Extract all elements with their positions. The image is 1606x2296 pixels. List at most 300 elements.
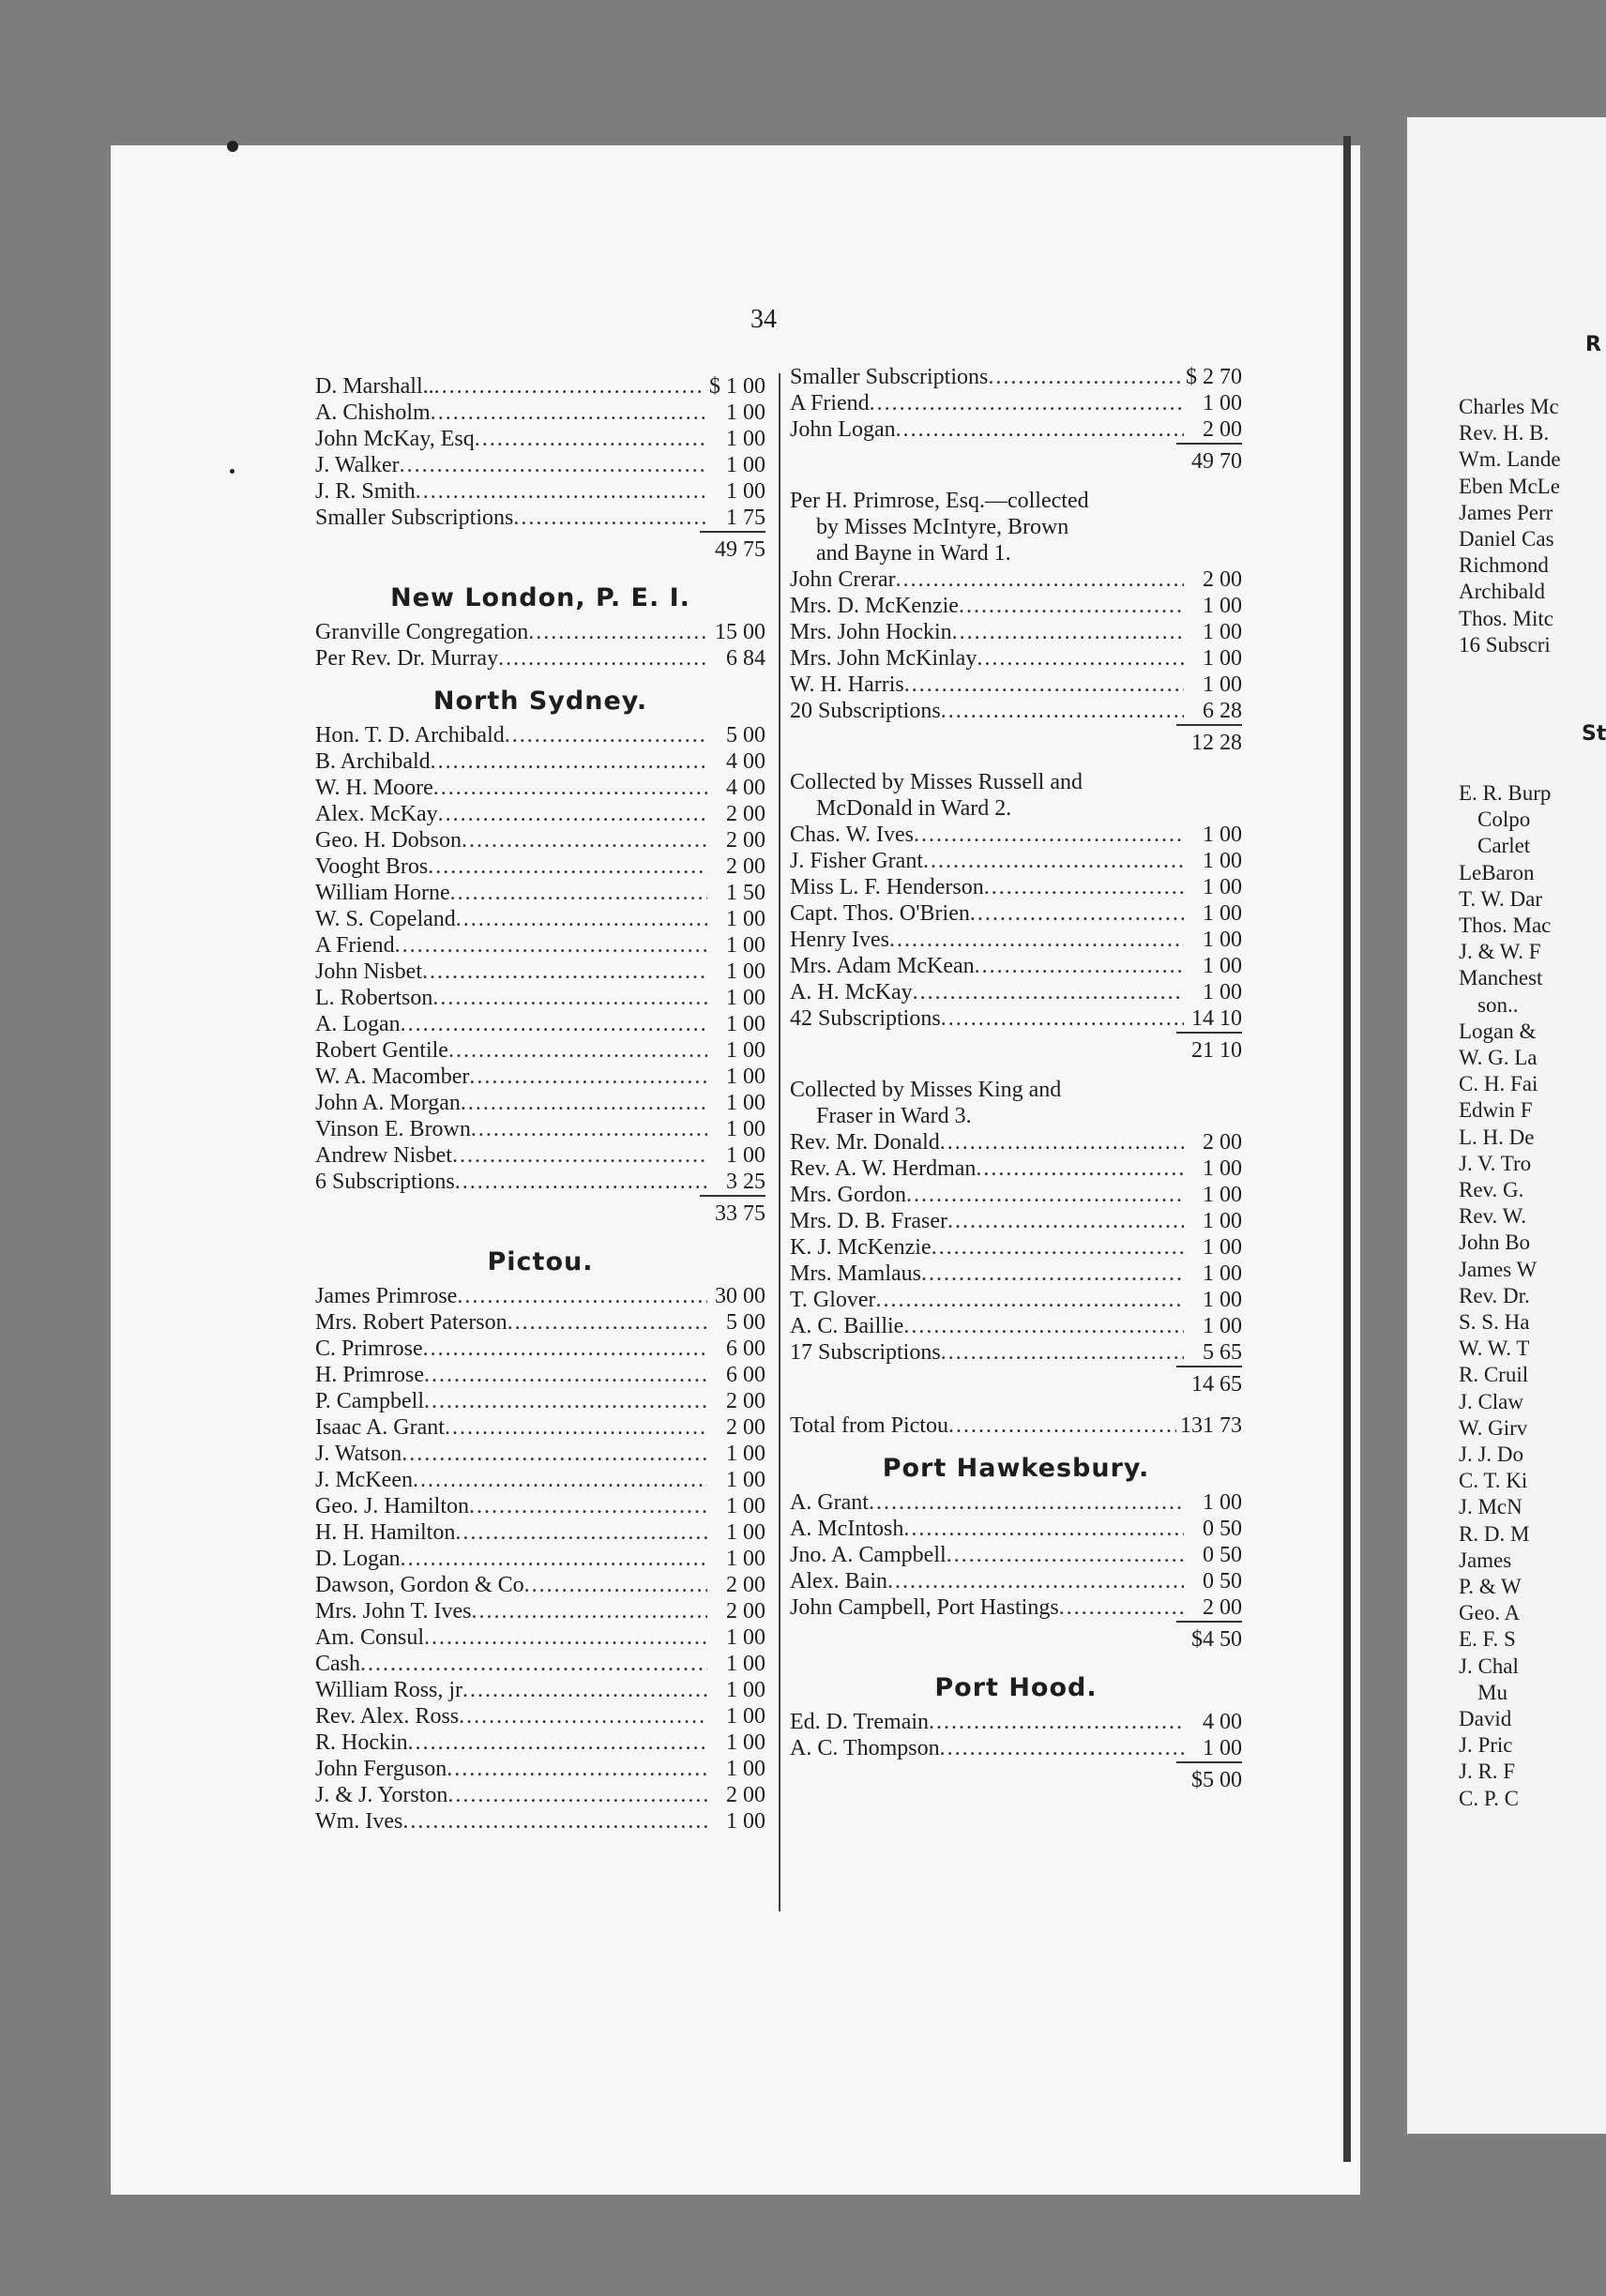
entry-name: J. Walker (315, 453, 400, 477)
entry-name: Mrs. Mamlaus (790, 1261, 921, 1286)
entry-amount: 2 00 (726, 828, 765, 853)
entry-row (790, 698, 1242, 724)
leader-dots (401, 1011, 707, 1037)
entry-row (315, 853, 765, 880)
entry-name: A. H. McKay (790, 980, 913, 1004)
right-page-entry: C. H. Fai (1459, 1072, 1538, 1096)
pictou-entries (315, 1283, 765, 1835)
right-page-entry: Thos. Mitc (1459, 606, 1553, 630)
entry-row (790, 1709, 1242, 1735)
entry-name: John A. Morgan (315, 1091, 461, 1115)
entry-amount: 1 00 (726, 1012, 765, 1036)
leader-dots (452, 1142, 707, 1169)
entry-name: C. Primrose (315, 1337, 423, 1361)
port-hawkesbury-entries (790, 1489, 1242, 1621)
entry-row (315, 1546, 765, 1572)
entry-row (790, 593, 1242, 619)
entry-amount: 3 25 (726, 1170, 765, 1194)
entry-amount: 1 00 (726, 907, 765, 931)
leader-dots (448, 1037, 707, 1064)
entry-amount: 1 00 (1203, 1490, 1242, 1515)
leader-dots (528, 619, 707, 645)
right-page-entry: James Perr (1459, 500, 1553, 524)
entry-row (790, 1313, 1242, 1339)
leader-dots (416, 478, 707, 505)
leader-dots (447, 1756, 707, 1782)
entry-amount: 1 75 (726, 506, 765, 530)
entry-row (315, 959, 765, 985)
leader-dots (941, 1339, 1184, 1366)
right-page-entry: T. W. Dar (1459, 886, 1543, 911)
right-page-entry: J. J. Do (1459, 1443, 1524, 1466)
entry-name: D. Marshall.. (315, 374, 434, 399)
section-heading-port-hood: Port Hood. (934, 1673, 1098, 1702)
total-from-pictou: Total from Pictou ..... 131 73 (790, 1412, 1242, 1439)
entry-amount: 2 00 (726, 1599, 765, 1624)
leader-dots (400, 452, 707, 478)
entry-row (315, 1037, 765, 1064)
subtotal: 33 75 (315, 1195, 765, 1232)
entry-name: K. J. McKenzie (790, 1235, 932, 1260)
entry-row (315, 619, 765, 645)
entry-amount: 6 28 (1203, 699, 1242, 723)
entry-row (790, 645, 1242, 672)
entry-amount: 4 00 (726, 776, 765, 800)
entry-row (315, 985, 765, 1011)
leader-dots (870, 390, 1184, 416)
entry-name: J. Fisher Grant (790, 849, 923, 873)
entry-row (315, 400, 765, 426)
leader-dots (889, 927, 1184, 953)
right-page-entry: Mu (1477, 1680, 1508, 1704)
leader-dots (438, 801, 707, 827)
entry-row (315, 748, 765, 775)
entry-row (315, 1064, 765, 1090)
entry-row (790, 1234, 1242, 1261)
right-page-entry: Charles Mc (1459, 395, 1559, 418)
entry-amount: 1 00 (1203, 1314, 1242, 1338)
right-page-entry: C. P. C (1459, 1786, 1519, 1810)
right-page-entry: P. & W (1459, 1575, 1522, 1598)
entry-amount: 4 00 (1203, 1710, 1242, 1734)
entry-amount: 1 00 (726, 1730, 765, 1755)
entry-name: L. Robertson (315, 986, 433, 1010)
entry-name: H. H. Hamilton (315, 1520, 456, 1545)
entry-name: John McKay, Esq (315, 427, 475, 451)
entry-row (315, 1677, 765, 1703)
leader-dots (903, 1313, 1184, 1339)
leader-dots (455, 1519, 707, 1546)
leader-dots (457, 1283, 707, 1309)
entry-name: Capt. Thos. O'Brien (790, 901, 970, 926)
entry-name: John Nisbet (315, 959, 422, 984)
right-page-entry: J. & W. F (1459, 940, 1541, 964)
entry-amount: 1 00 (1203, 1288, 1242, 1312)
entry-amount: 0 50 (1203, 1517, 1242, 1541)
subtotal: 14 65 (790, 1366, 1242, 1403)
right-page-entry: Manchest (1459, 966, 1543, 990)
subtotal: $4 50 (790, 1621, 1242, 1658)
entry-row (790, 1594, 1242, 1621)
entry-name: Mrs. John T. Ives (315, 1599, 472, 1624)
leader-dots (929, 1709, 1184, 1735)
entry-row (315, 775, 765, 801)
entry-amount: 1 00 (726, 1809, 765, 1834)
entry-amount: 1 00 (1203, 391, 1242, 415)
ward1-entries (790, 566, 1242, 724)
entry-row (790, 900, 1242, 927)
entry-amount: 1 00 (726, 400, 765, 425)
leader-dots (461, 1090, 707, 1116)
leader-dots (896, 416, 1184, 443)
leader-dots (524, 1572, 707, 1598)
right-page-entry: Logan & (1459, 1019, 1537, 1043)
right-page-entry: L. H. De (1459, 1125, 1535, 1149)
entry-name: W. A. Macomber (315, 1065, 470, 1089)
entry-name: Miss L. F. Henderson (790, 875, 984, 899)
entry-row (790, 1542, 1242, 1568)
leader-dots (432, 985, 707, 1011)
entry-amount: 1 00 (726, 1065, 765, 1089)
entry-name: Geo. J. Hamilton (315, 1494, 469, 1518)
entry-row (315, 1756, 765, 1782)
right-page-entry: Thos. Mac (1459, 914, 1552, 937)
entry-name: William Ross, jr (315, 1678, 463, 1702)
leader-dots (941, 698, 1184, 724)
entry-amount: 1 00 (726, 986, 765, 1010)
ward3-entries (790, 1129, 1242, 1366)
entry-row (315, 426, 765, 452)
leader-dots (513, 505, 707, 531)
entry-name: Am. Consul (315, 1625, 425, 1650)
entry-row (790, 927, 1242, 953)
entry-amount: 1 00 (726, 1520, 765, 1545)
page-number: 34 (750, 305, 777, 334)
leader-dots (988, 364, 1182, 390)
right-page-entry: David (1459, 1707, 1512, 1730)
entry-name: William Horne (315, 881, 450, 905)
entry-row (790, 1129, 1242, 1156)
leader-dots (932, 1234, 1184, 1261)
right-page-entry: Rev. G. (1459, 1178, 1524, 1201)
entry-amount: 1 00 (726, 1468, 765, 1492)
right-page-entry: J. Claw (1459, 1389, 1523, 1413)
entry-name: Mrs. Gordon (790, 1183, 906, 1207)
entry-row (790, 566, 1242, 593)
entry-row (315, 932, 765, 959)
entry-row (315, 1624, 765, 1651)
entry-row (315, 1441, 765, 1467)
entry-name: John Campbell, Port Hastings (790, 1595, 1059, 1620)
right-page-entry: S. S. Ha (1459, 1310, 1530, 1334)
entry-row (315, 880, 765, 906)
entry-name: A. C. Thompson (790, 1736, 940, 1760)
entry-row (315, 1090, 765, 1116)
leader-dots (456, 906, 707, 932)
right-page-entry: R. Cruil (1459, 1363, 1529, 1387)
leader-dots (401, 1546, 707, 1572)
entry-row (790, 1489, 1242, 1516)
entry-row (315, 452, 765, 478)
entry-name: 42 Subscriptions (790, 1006, 941, 1031)
ward3-intro: Collected by Misses King and Fraser in Ward 3. (790, 1078, 1062, 1128)
section-heading-north-sydney: North Sydney. (432, 687, 648, 716)
entry-amount: 1 00 (726, 427, 765, 451)
entry-name: A. C. Baillie (790, 1314, 904, 1338)
entry-name: Smaller Subscriptions (790, 365, 989, 389)
entry-row (315, 1283, 765, 1309)
right-page-entry: Wm. Lande (1459, 447, 1561, 472)
right-page-entry: Colpo (1477, 808, 1531, 832)
leader-dots (913, 979, 1184, 1005)
entry-name: B. Archibald (315, 749, 431, 774)
entry-name: R. Hockin (315, 1730, 408, 1755)
entry-name: Vinson E. Brown (315, 1117, 471, 1141)
entry-name: Isaac A. Grant (315, 1415, 445, 1440)
entry-row (790, 1516, 1242, 1542)
entry-name: T. Glover (790, 1288, 876, 1312)
leader-dots (940, 1735, 1184, 1761)
entry-name: J. & J. Yorston (315, 1783, 448, 1807)
entry-amount: 1 00 (1203, 849, 1242, 873)
entry-amount: 1 00 (726, 1442, 765, 1466)
entry-row (790, 822, 1242, 848)
entry-amount: 1 00 (726, 1038, 765, 1063)
leader-dots (428, 853, 707, 880)
entry-amount: 1 00 (1203, 1209, 1242, 1233)
leader-dots (508, 1309, 707, 1336)
leader-dots (360, 1651, 707, 1677)
right-page-entry: J. McN (1459, 1495, 1523, 1519)
entry-name: Dawson, Gordon & Co (315, 1573, 524, 1597)
entry-amount: 15 00 (715, 620, 765, 644)
entry-amount: 1 00 (726, 1494, 765, 1518)
entry-name: Per Rev. Dr. Murray (315, 646, 499, 671)
entry-name: James Primrose (315, 1284, 458, 1308)
entry-amount: 1 00 (1203, 1261, 1242, 1286)
entry-amount: 2 00 (726, 1783, 765, 1807)
entry-row (315, 801, 765, 827)
entry-amount: 1 00 (1203, 980, 1242, 1004)
entry-amount: 5 00 (726, 1310, 765, 1335)
entry-row (315, 1651, 765, 1677)
middle-column (790, 364, 1242, 1799)
section-heading-new-london: New London, P. E. I. (390, 583, 690, 612)
entry-row (790, 1568, 1242, 1594)
leader-dots (469, 1064, 707, 1090)
entry-amount: 5 00 (726, 723, 765, 748)
entry-row (790, 953, 1242, 979)
entry-name: A Friend (315, 933, 395, 958)
leader-dots (469, 1493, 707, 1519)
right-page-entry: Richmond (1459, 553, 1549, 578)
entry-row (790, 619, 1242, 645)
right-page-entry: Daniel Cas (1459, 527, 1554, 551)
entry-amount: 1 00 (1203, 1235, 1242, 1260)
entry-amount: 2 00 (1203, 417, 1242, 442)
leader-dots (434, 373, 705, 400)
entry-name: W. H. Moore (315, 776, 433, 800)
page-gutter (1343, 136, 1351, 2162)
entry-row (790, 874, 1242, 900)
entry-name: Mrs. John Hockin (790, 620, 952, 644)
entry-row (315, 1467, 765, 1493)
entry-amount: 1 00 (1203, 875, 1242, 899)
entry-amount: 1 00 (726, 1678, 765, 1702)
subtotal: 49 70 (790, 443, 1242, 480)
leader-dots (940, 1129, 1184, 1156)
entry-name: Mrs. D. B. Fraser (790, 1209, 947, 1233)
entry-name: Henry Ives (790, 928, 889, 952)
right-page-entry: LeBaron (1459, 860, 1535, 884)
entry-name: 17 Subscriptions (790, 1340, 941, 1365)
entry-amount: 1 00 (1203, 1156, 1242, 1181)
entry-amount: 2 00 (726, 854, 765, 879)
leader-dots (941, 1005, 1184, 1032)
leader-dots (431, 748, 707, 775)
leader-dots (505, 722, 707, 748)
ward1-intro: Per H. Primrose, Esq.—collected by Misses McIntyre, Brown and Bayne in Ward 1. (790, 489, 1089, 566)
entry-amount: 1 00 (1203, 1736, 1242, 1760)
right-page-entry: J. V. Tro (1459, 1151, 1532, 1175)
entry-name: W. H. Harris (790, 672, 904, 697)
entry-name: J. R. Smith (315, 479, 416, 504)
leader-dots (906, 1182, 1184, 1208)
entry-row (790, 1182, 1242, 1208)
leader-dots (462, 1677, 707, 1703)
leader-dots (471, 1116, 707, 1142)
column-divider (779, 373, 780, 1911)
entry-amount: 2 00 (1203, 1130, 1242, 1155)
entry-amount: 1 00 (726, 1143, 765, 1168)
entry-name: Rev. A. W. Herdman (790, 1156, 977, 1181)
leader-dots (413, 1467, 707, 1493)
entry-name: Alex. McKay (315, 802, 438, 826)
leader-dots (947, 1542, 1184, 1568)
entry-name: Smaller Subscriptions (315, 506, 514, 530)
entry-amount: 1 00 (726, 1652, 765, 1676)
section-heading-pictou: Pictou. (487, 1247, 594, 1276)
right-page-entry: Archibald (1459, 580, 1545, 604)
entry-row (315, 1572, 765, 1598)
entry-amount: 1 00 (726, 1625, 765, 1650)
entry-name: Rev. Mr. Donald (790, 1130, 940, 1155)
right-page-heading: R (1585, 333, 1601, 356)
leader-dots (977, 645, 1184, 672)
leader-dots (471, 1598, 707, 1624)
entry-amount: 2 00 (1203, 567, 1242, 592)
entry-row (790, 1287, 1242, 1313)
entry-row (315, 1414, 765, 1441)
leader-dots (947, 1208, 1184, 1234)
entry-row (315, 1011, 765, 1037)
entry-amount: 1 00 (726, 959, 765, 984)
right-page-entry: J. Pric (1459, 1733, 1513, 1758)
port-hood-entries (790, 1709, 1242, 1761)
right-page-entry: 16 Subscri (1459, 632, 1551, 657)
entry-amount: 1 00 (726, 1704, 765, 1729)
entry-row (315, 1336, 765, 1362)
entry-amount: 1 00 (1203, 646, 1242, 671)
entry-name: A. Chisholm (315, 400, 431, 425)
entry-name: Mrs. Robert Paterson (315, 1310, 508, 1335)
leader-dots (462, 827, 707, 853)
right-page-entry: R. D. M (1459, 1521, 1530, 1546)
entry-amount: 1 00 (726, 1757, 765, 1781)
entry-name: Cash (315, 1652, 360, 1676)
entry-amount: 2 00 (726, 1573, 765, 1597)
entry-name: W. S. Copeland (315, 907, 456, 931)
subtotal: 49 75 (315, 531, 765, 568)
entry-name: Mrs. John McKinlay (790, 646, 977, 671)
right-page-entry: W. Girv (1459, 1415, 1528, 1440)
entry-name: Mrs. Adam McKean (790, 954, 975, 978)
entry-name: Chas. W. Ives (790, 823, 914, 847)
entry-amount: 2 00 (1203, 1595, 1242, 1620)
right-page-entry: E. F. S (1459, 1627, 1516, 1652)
entry-name: John Crerar (790, 567, 896, 592)
entry-amount: 6 00 (726, 1363, 765, 1387)
entry-row (315, 1782, 765, 1808)
entry-row (315, 645, 765, 672)
leader-dots (887, 1568, 1184, 1594)
leader-dots (970, 900, 1184, 927)
leader-dots (402, 1808, 707, 1835)
leader-dots (445, 1414, 707, 1441)
entry-row (315, 1362, 765, 1388)
right-page-entry: Geo. A (1459, 1601, 1521, 1625)
entry-row (315, 505, 765, 531)
entry-amount: 1 00 (1203, 594, 1242, 618)
entry-amount: 1 00 (726, 933, 765, 958)
leader-dots (450, 880, 707, 906)
entry-name: Rev. Alex. Ross (315, 1704, 460, 1729)
subtotal: 21 10 (790, 1032, 1242, 1069)
entry-amount: 30 00 (715, 1284, 765, 1308)
subtotal: 12 28 (790, 724, 1242, 762)
entry-amount: 4 00 (726, 749, 765, 774)
leader-dots (903, 1516, 1184, 1542)
entry-row (315, 827, 765, 853)
leader-dots (952, 619, 1184, 645)
entry-row (315, 722, 765, 748)
leader-dots (959, 593, 1184, 619)
entry-name: J. McKeen (315, 1468, 413, 1492)
entry-row (790, 364, 1242, 390)
leader-dots (876, 1287, 1184, 1313)
entry-amount: 1 00 (726, 453, 765, 477)
ward2-entries (790, 822, 1242, 1032)
entry-row (790, 390, 1242, 416)
right-page-entry: E. R. Burp (1459, 781, 1552, 805)
entry-row (315, 1808, 765, 1835)
entry-name: John Logan (790, 417, 896, 442)
subtotal: $5 00 (790, 1761, 1242, 1799)
entry-name: Granville Congregation (315, 620, 529, 644)
new-london-entries (315, 619, 765, 672)
leader-dots (904, 672, 1184, 698)
leader-dots (422, 959, 707, 985)
entry-row (790, 848, 1242, 874)
leader-dots (1059, 1594, 1184, 1621)
entry-name: P. Campbell (315, 1389, 425, 1413)
right-page-heading-2: St (1582, 722, 1606, 746)
entry-name: Jno. A. Campbell (790, 1543, 947, 1567)
entry-amount: 0 50 (1203, 1543, 1242, 1567)
entry-amount: 1 00 (1203, 901, 1242, 926)
right-page-entry: J. R. F (1459, 1760, 1516, 1784)
entry-amount: 1 00 (1203, 620, 1242, 644)
